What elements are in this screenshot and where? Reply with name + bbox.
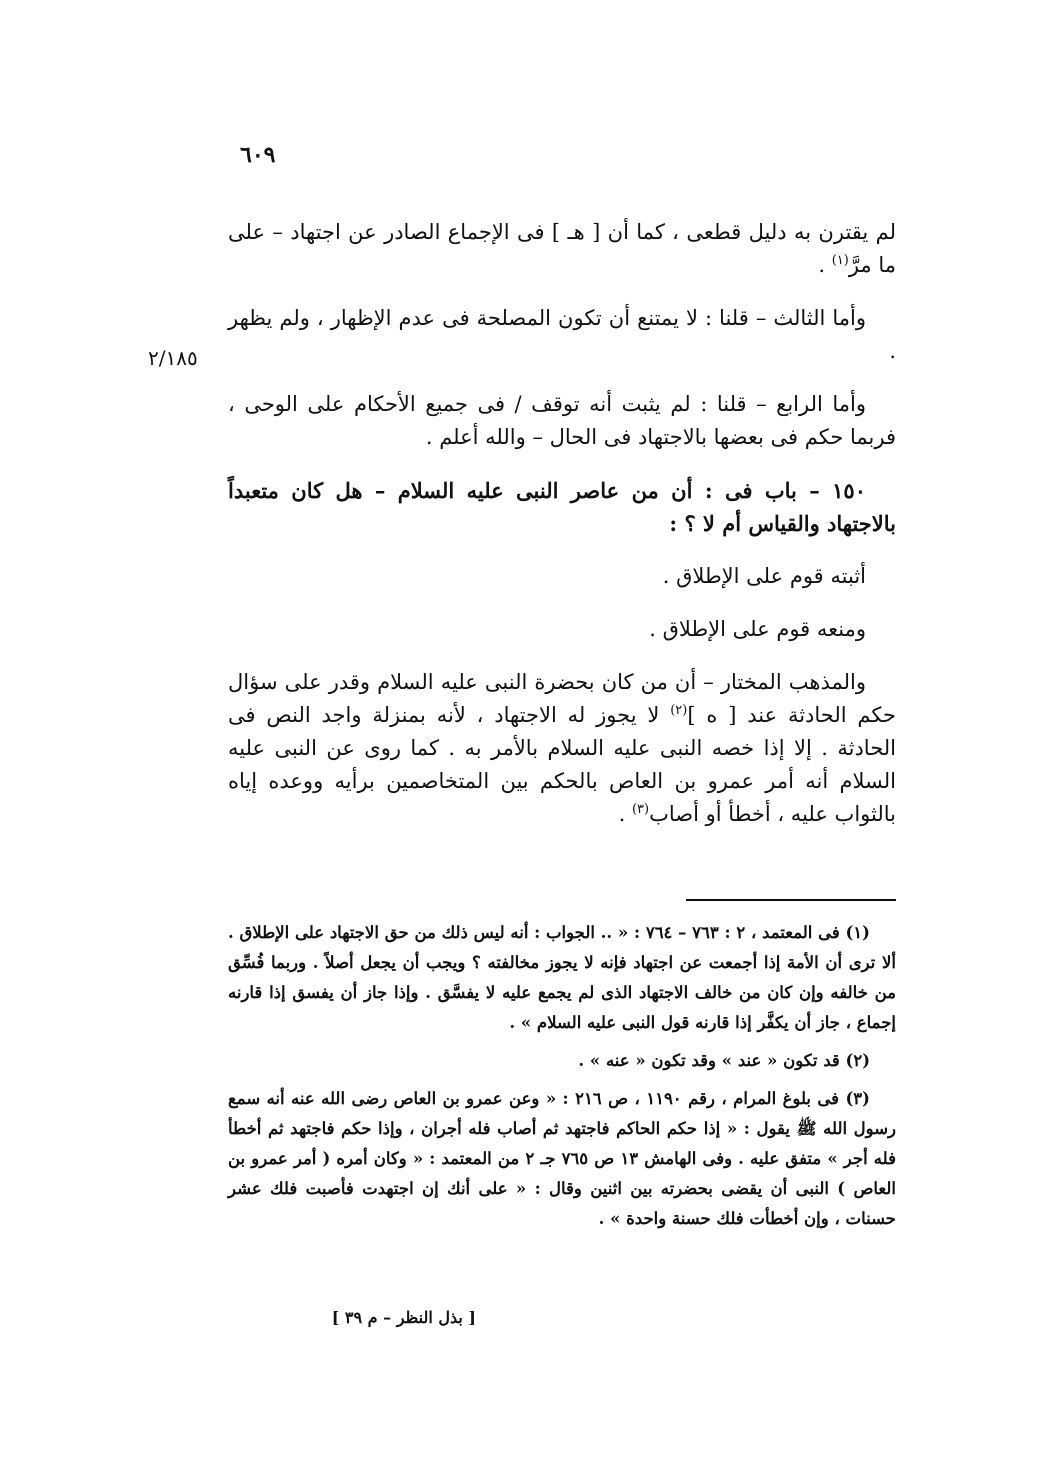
margin-reference: ٢/١٨٥	[148, 346, 198, 370]
footnote-ref-3: (٣)	[631, 802, 650, 817]
footnotes	[228, 918, 896, 1242]
paragraph-7-tail: لا يجوز له الاجتهاد ، لأنه بمنزلة واجد النص فى الحادثة . إلا إذا خصه النبى عليه السلام بالأمر به . كما روى عن النبى عليه السلام أنه أمر عمرو بن العاص بالحكم بين المتخاصمين برأيه ووعده إياه بالثواب عليه ، أخطأ أو أصاب	[228, 703, 896, 826]
book-signature: [ بذل النظر – م ٣٩ ]	[331, 1308, 476, 1327]
paragraph-7-text: والمذهب المختار – أن من كان بحضرة النبى عليه السلام وقدر على سؤال حكم الحادثة عند [ ه ]	[228, 670, 896, 727]
paragraph-6: ومنعه قوم على الإطلاق .	[649, 617, 866, 641]
paragraph-7	[228, 666, 896, 831]
paragraph-1-tail: .	[818, 253, 832, 277]
paragraph-1	[228, 216, 896, 282]
page-number: ٦٠٩	[240, 142, 276, 168]
footnote-ref-2: (٢)	[670, 703, 688, 718]
paragraph-3: وأما الرابع – قلنا : لم يثبت أنه توقف / فى جميع الأحكام على الوحى ، فربما حكم فى بعضها بالاجتهاد فى الحال – والله أعلم .	[228, 392, 896, 449]
main-text	[228, 216, 896, 851]
footnote-1: (١) فى المعتمد ، ٢ : ٧٦٣ – ٧٦٤ : « .. الجواب : أنه ليس ذلك من حق الاجتهاد على الإطلاق . ألا ترى أن الأمة إذا أجمعت عن اجتهاد فإنه لا يجوز مخالفته ؟ ويجب أن يجعل أصلاً . وربما فُسِّق من خالفه وإن كان من خالف الاجتهاد الذى لم يجمع عليه لا يفسَّق . وإذا جاز أن يفسق إذا قارنه إجماع ، جاز أن يكفَّر إذا قارنه قول النبى عليه السلام » .	[228, 923, 896, 1032]
footnote-2: (٢) قد تكون « عند » وقد تكون « عنه » .	[578, 1051, 870, 1070]
footnote-ref-1: (١)	[831, 253, 849, 268]
paragraph-2: وأما الثالث – قلنا : لا يمتنع أن تكون المصلحة فى عدم الإظهار ، ولم يظهر .	[228, 306, 896, 363]
footnote-divider	[686, 899, 896, 901]
section-heading: ١٥٠ – باب فى : أن من عاصر النبى عليه السلام – هل كان متعبداً بالاجتهاد والقياس أم لا ؟ :	[228, 478, 896, 536]
footnote-3: (٣) فى بلوغ المرام ، رقم ١١٩٠ ، ص ٢١٦ : « وعن عمرو بن العاص رضى الله عنه أنه سمع رسول الله ﷺ يقول : « إذا حكم الحاكم فاجتهد ثم أصاب فله أجران ، وإذا حكم فاجتهد ثم أخطأ فله أجر » متفق عليه . وفى الهامش ١٣ ص ٧٦٥ جـ ٢ من المعتمد : « وكان أمره ( أمر عمرو بن العاص ) النبى أن يقضى بحضرته بين اثنين وقال : « على أنك إن اجتهدت فأصبت فلك عشر حسنات ، وإن أخطأت فلك حسنة واحدة » .	[228, 1089, 896, 1228]
paragraph-5: أثبته قوم على الإطلاق .	[662, 564, 866, 588]
paragraph-7-end: .	[618, 802, 632, 826]
paragraph-1-text: لم يقترن به دليل قطعى ، كما أن [ هـ ] فى الإجماع الصادر عن اجتهاد – على ما مرَّ	[228, 220, 896, 277]
